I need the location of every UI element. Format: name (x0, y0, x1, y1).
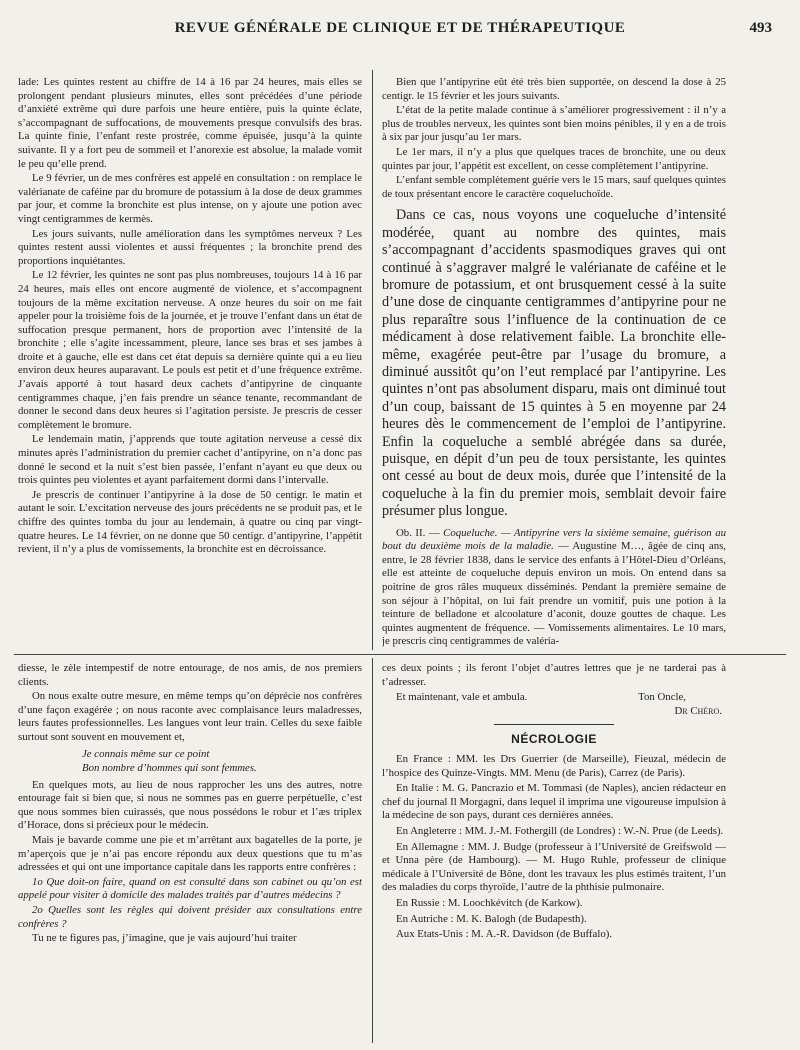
question-1: 1o Que doit-on faire, quand on est consulté dans son cabinet ou qu’on est appelé pour visiter à domicile des malades traités par d’autres médecins ? (18, 875, 362, 902)
signature: Dr Chéro. (674, 704, 722, 717)
paragraph: Bien que l’antipyrine eût été très bien supportée, on descend la dose à 25 centigr. le 15 février et les jours suivants. (382, 76, 726, 102)
paragraph: Tu ne te figures pas, j’imagine, que je vais aujourd’hui traiter (32, 932, 297, 945)
necrology-rule (494, 724, 614, 725)
closing-line: Et maintenant, vale et ambula. (396, 691, 528, 704)
observation-label: Ob. II. — (396, 526, 440, 539)
summary-paragraph: Dans ce cas, nous voyons une coqueluche d’intensité modérée, quant au nombre des quintes, mais s’accompagnant d’accidents spasmodiques graves qui ont continué à s’aggraver malgré le valérianate de caféine et le bromure de potassium, et ont brusquement cessé à la suite d’une dose de cinquante centigrammes d’antipyrine pour ne plus reparaître sous l’influence de la continuation de ce médicament à dose relativement faible. La bronchite elle-même, exagérée peut-être par l’usage du bromure, a diminué aussitôt qu’on l’eut remplacé par l’antipyrine. Les quintes n’ont pas absolument disparu, mais ont diminué tout d’un coup, baissant de 15 quintes à 5 en moyenne par 24 heures dès le commencement de l’emploi de l’antipyrine. Enfin la coqueluche a semblé abrégée dans sa durée, puisque, en dépit d’un peu de toux persistante, les quintes ont cessé au bout de deux mois, durée que l’intensité de la coqueluche à la fin du premier mois, semblait devoir faire présumer plus longue. (382, 207, 726, 520)
paragraph: En quelques mots, au lieu de nous rapprocher les uns des autres, notre entourage fait si bien que, si nous ne sommes pas en guerre perpétuelle, c’est que nous sommes bien cuirassés, que nous possédons le robur et l’æs triplex d’Horace, dons si précieux pour le médecin. (18, 778, 362, 832)
right-bottom-column (382, 662, 726, 1042)
paragraph: diesse, le zèle intempestif de notre entourage, de nos amis, de nos premiers clients. (18, 662, 362, 688)
necrology-list (382, 753, 726, 942)
observation-title: Coqueluche. — Antipyrine vers la sixième semaine, guérison au bout du deuxième mois de la maladie. (382, 526, 726, 553)
necrology-entry: En Angleterre : MM. J.-M. Fothergill (de Londres) : W.-N. Prue (de Leeds). (396, 824, 724, 837)
question-2: 2o Quelles sont les règles qui doivent présider aux consultations entre confrères ? (18, 903, 362, 930)
verse-quote (82, 747, 362, 775)
paragraph: Je prescris de continuer l’antipyrine à la dose de 50 centigr. le matin et autant le soir. L’excitation nerveuse des jours précédents ne se produit pas, et le chiffre des quintes tomba du jour au lendemain, à quatre ou cinq par vingt-quatre heures. Le 14 février, on ne donne que 50 centigr. d’antipyrine, l’appétit revient, il n’y a plus de vomissements, la bronchite est en décroissance. (18, 488, 362, 556)
observation-paragraph (382, 527, 726, 649)
running-title: REVUE GÉNÉRALE DE CLINIQUE ET DE THÉRAPEUTIQUE (174, 20, 626, 36)
paragraph: Le 1er mars, il n’y a plus que quelques traces de bronchite, une ou deux quintes par jour, l’appétit est excellent, on cesse complètement l’antipyrine. (382, 145, 726, 172)
paragraph: L’état de la petite malade continue à s’améliorer progressivement : il n’y a plus de troubles nerveux, les quintes sont bien moins pénibles, il y en a de trois à six par jour jusqu’au 1er mars. (382, 104, 726, 144)
paragraph: Le 12 février, les quintes ne sont pas plus nombreuses, toujours 14 à 16 par 24 heures, mais elles ont encore augmenté de violence, et s’accompagnent toujours de la même excitation nerveuse. A onze heures du soir on me fait appeler pour la troisième fois de la journée, et je trouve l’enfant dans un état de suffocation presque permanent, hors de proportion avec l’intensité de la bronchite ; elle s’agite incessamment, pleure, lance ses bras et ses jambes à droite et à gauche, elle est dans cet état depuis sa dernière quinte qui a eu lieu environ deux heures auparavant. Le pouls est petit et d’une fréquence extrême. J’avais apporté à tout hasard deux cachets d’antipyrine de cinquante centigrammes chaque, j’en fais prendre un séance tenante, recommandant de donner le second dans deux heures si l’agitation persiste. Je prescris de cesser complètement le bromure. (18, 269, 362, 431)
paragraph: On nous exalte outre mesure, en même temps qu’on déprécie nos confrères d’une façon exagérée ; on nous raconte avec complaisance leurs maladresses, leurs fautes professionnelles. Les langues vont leur train. Celles du sexe faible surtout sont souvent en mouvement et, (18, 690, 362, 743)
column-divider-top (372, 70, 373, 650)
paragraph: L’enfant semble complètement guérie vers le 15 mars, sauf quelques quintes de toux présentant encore le caractère coqueluchoïde. (382, 174, 726, 200)
left-bottom-column (18, 662, 362, 1042)
necrology-entry: En Autriche : M. K. Balogh (de Budapesth). (396, 912, 587, 925)
paragraph: ces deux points ; ils feront l’objet d’autres lettres que je ne tarderai pas à t’adresser. (382, 662, 726, 688)
section-divider (14, 654, 786, 655)
letter-closing (382, 691, 726, 718)
paragraph: Le lendemain matin, j’apprends que toute agitation nerveuse a cessé dix minutes après l’administration du premier cachet d’antipyrine, on n’a donc pas donné le second et la nuit s’est bien passée, l’enfant n’ayant eu que deux ou trois quintes peu violentes et ayant parfaitement dormi dans l’intervalle. (18, 433, 362, 487)
paragraph: Mais je bavarde comme une pie et m’arrêtant aux bagatelles de la porte, je m’aperçois que je n’ai pas encore répondu aux deux questions que tu m’as adressées et qui ont une importance capitale dans les rapports entre confrères : (18, 833, 362, 874)
page-number: 493 (749, 20, 772, 36)
page-header (20, 18, 780, 44)
right-top-column (382, 76, 726, 650)
necrology-entry: En Russie : M. Loochkévitch (de Karkow). (396, 896, 583, 909)
paragraph: Les jours suivants, nulle amélioration dans les symptômes nerveux ? Les quintes restent aussi violentes et aussi fréquentes ; la bronchite prend des proportions inquiétantes. (18, 227, 362, 267)
paragraph: lade: Les quintes restent au chiffre de 14 à 16 par 24 heures, mais elles se prolongent pendant plusieurs minutes, elles sont précédées d’une période d’anxiété extrême qui dure parfois une heure entière, puis la quinte éclate, s’accompagnant de suffocations, de mouvements presque convulsifs des bras. La quinte finie, l’enfant reste prostrée, comme épuisée, jusqu’à la quinte suivante. Il y a fort peu de sommeil et l’anorexie est absolue, la malade vomit le peu qu’elle prend. (18, 76, 362, 170)
signoff: Ton Oncle, (638, 691, 686, 704)
necrology-title: NÉCROLOGIE (511, 732, 597, 747)
column-divider-bottom (372, 658, 373, 1043)
verse-line: Bon nombre d’hommes qui sont femmes. (82, 761, 257, 774)
verse-line: Je connais même sur ce point (82, 747, 210, 760)
necrology-entry: Aux Etats-Unis : M. A.-R. Davidson (de Buffalo). (396, 928, 613, 941)
observation-text: — Augustine M…, âgée de cinq ans, entre, le 28 février 1838, dans le service des enfants à l’Hôtel-Dieu d’Orléans, elle est atteinte de coqueluche depuis environ un mois. On entend dans sa poitrine de gros râles muqueux disséminés. Pendant la première semaine de son séjour à l’hôpital, on lui fait prendre un vomitif, puis une potion à la teinture de belladone et alcoolature d’aconit, douze gouttes de chaque. Les quintes augmentent de fréquence. — Vomissements alimentaires. Le 10 mars, je prescris cinq centigrammes de valéria- (382, 540, 726, 648)
paragraph: Le 9 février, un de mes confrères est appelé en consultation : on remplace le valérianate de caféine par du bromure de potassium à la dose de deux grammes par jour, et comme la bronchite est plus intense, on y ajoute une potion avec vingt centigrammes de kermès. (18, 172, 362, 225)
left-top-column (18, 76, 362, 650)
necrology-entry: En Italie : M. G. Pancrazio et M. Tommasi (de Naples), ancien rédacteur en chef du journal Il Morgagni, dans lequel il imprima une vigoureuse impulsion à la médecine de son pays, durant ces dernières années. (382, 782, 726, 822)
necrology-entry: En France : MM. les Drs Guerrier (de Marseille), Fieuzal, médecin de l’hospice des Quinze-Vingts. MM. Menu (de Paris), Carrez (de Paris). (382, 752, 726, 779)
necrology-entry: En Allemagne : MM. J. Budge (professeur à l’Université de Greifswold — et Unna père (de Hambourg). — M. Hugo Ruhle, professeur de clinique médicale à l’Université de Bône, dont les travaux les plus estimés traitent, l’un des maladies du corps thyroïde, l’autre de la phthisie pulmonaire. (382, 840, 726, 894)
